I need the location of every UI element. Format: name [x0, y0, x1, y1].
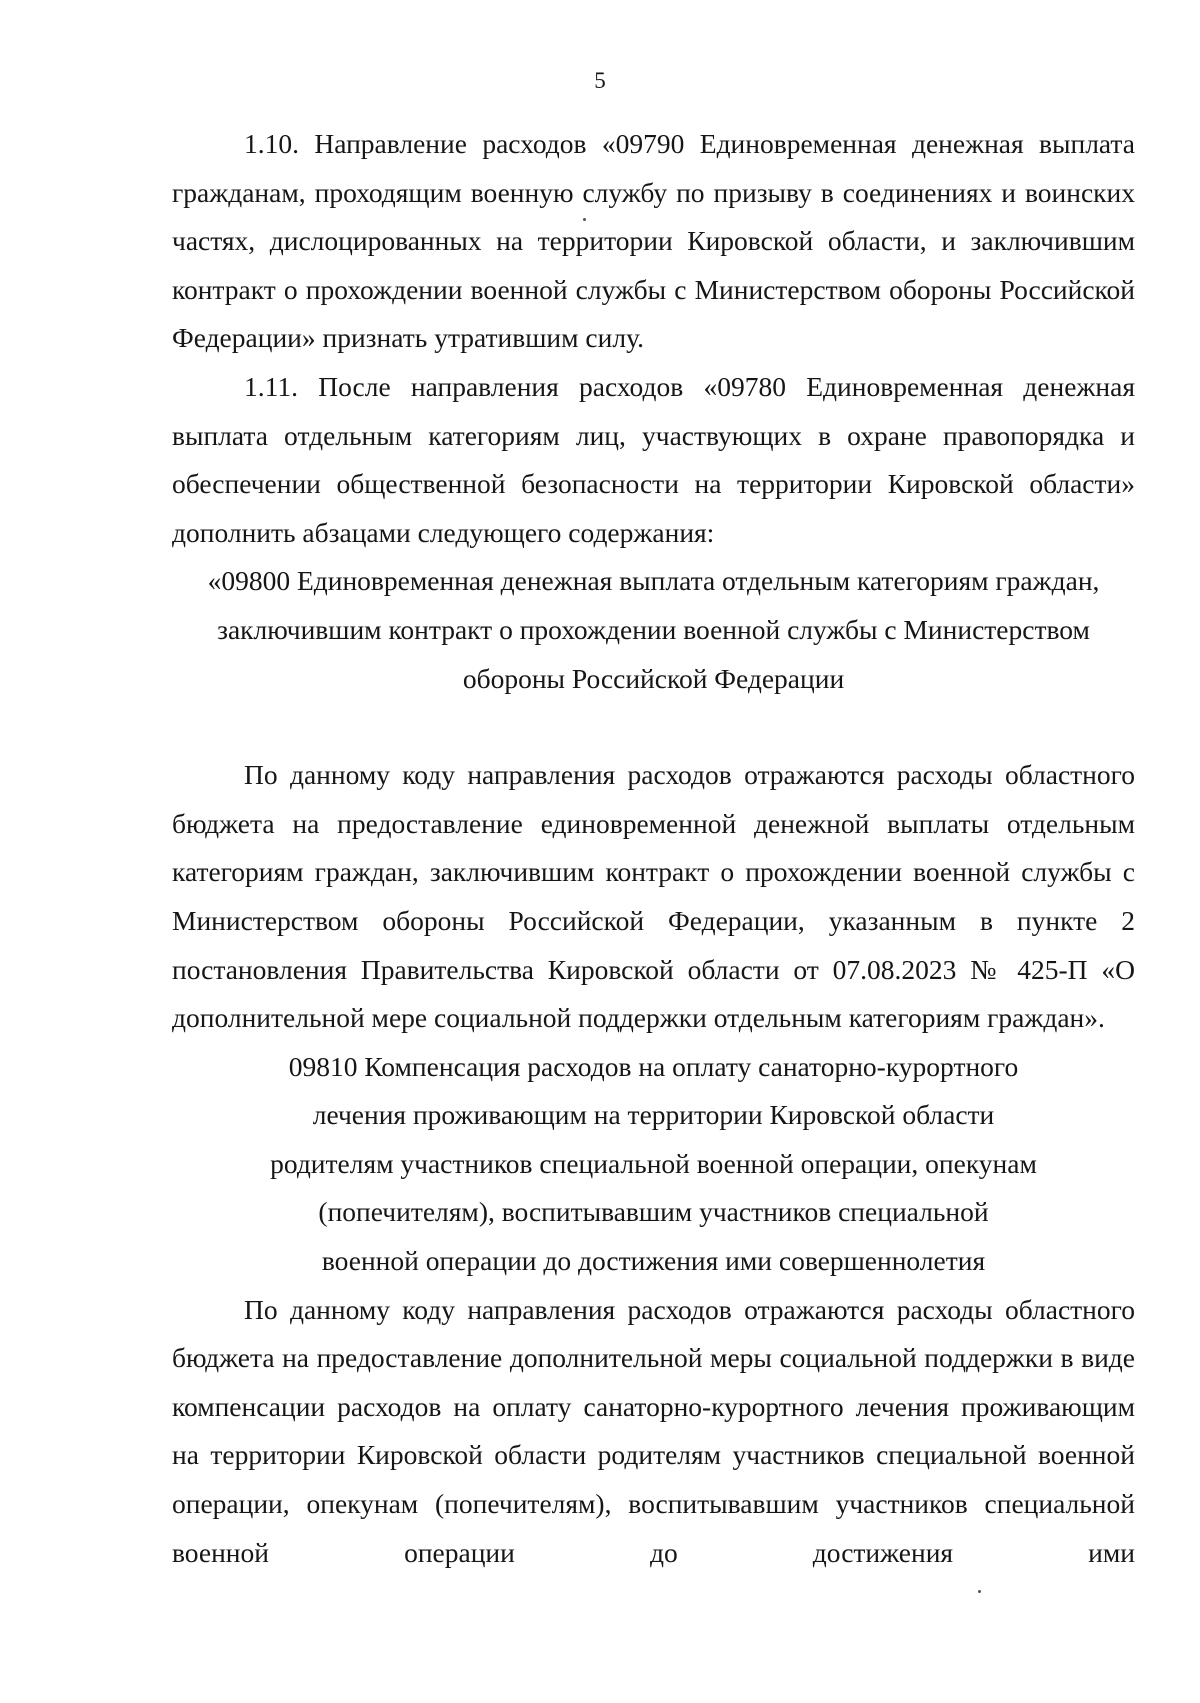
- blank-line: [172, 703, 1135, 751]
- heading-09810: [172, 1043, 1135, 1286]
- paragraph-09810: По данному коду направления расходов отражаются расходы областного бюджета на предоставление дополнительной меры социальной поддержки в виде компенсации расходов на оплату санаторно-курортного лечения проживающим на территории Кировской области родителям участников специальной военной операции, опекунам (попечителям), воспитывавшим участников специальной военной операции до достижения ими: [172, 1293, 1135, 1568]
- heading-09800-line-2: заключившим контракт о прохождении военной службы с Министерством: [217, 613, 1090, 645]
- heading-09810-line-5: военной операции до достижения ими совершеннолетия: [321, 1245, 986, 1277]
- paragraph-09800: По данному коду направления расходов отражаются расходы областного бюджета на предоставление единовременной денежной выплаты отдельным категориям граждан, заключившим контракт о прохождении военной службы с Министерством обороны Российской Федерации, указанным в пункте 2 постановления Правительства Кировской области от 07.08.2023 № 425-П «О дополнительной мере социальной поддержки отдельным категориям граждан».: [172, 759, 1135, 1034]
- heading-09810-line-3: родителям участников специальной военной операции, опекунам: [270, 1147, 1037, 1179]
- scan-speck: [583, 218, 586, 221]
- paragraph-1-10: 1.10. Направление расходов «09790 Единовременная денежная выплата гражданам, проходящим военную службу по призыву в соединениях и воинских частях, дислоцированных на территории Кировской области, и заключившим контракт о прохождении военной службы с Министерством обороны Российской Федерации» признать утратившим силу.: [172, 128, 1135, 354]
- paragraph-1-11: 1.11. После направления расходов «09780 Единовременная денежная выплата отдельным категориям лиц, участвующих в охране правопорядка и обеспечении общественной безопасности на территории Кировской области» дополнить абзацами следующего содержания:: [172, 370, 1135, 548]
- heading-09800-line-1: «09800 Единовременная денежная выплата отдельным категориям граждан,: [207, 565, 1100, 597]
- heading-09810-line-1: 09810 Компенсация расходов на оплату санаторно-курортного: [288, 1050, 1019, 1082]
- heading-09810-line-4: (попечителям), воспитывавшим участников специальной: [318, 1196, 989, 1228]
- heading-09800-line-3: обороны Российской Федерации: [462, 662, 845, 694]
- scan-speck: [978, 1590, 981, 1593]
- heading-09810-line-2: лечения проживающим на территории Кировской области: [312, 1099, 995, 1131]
- document-body: [172, 120, 1135, 1577]
- heading-09800: [172, 557, 1135, 703]
- page-number: 5: [594, 68, 606, 93]
